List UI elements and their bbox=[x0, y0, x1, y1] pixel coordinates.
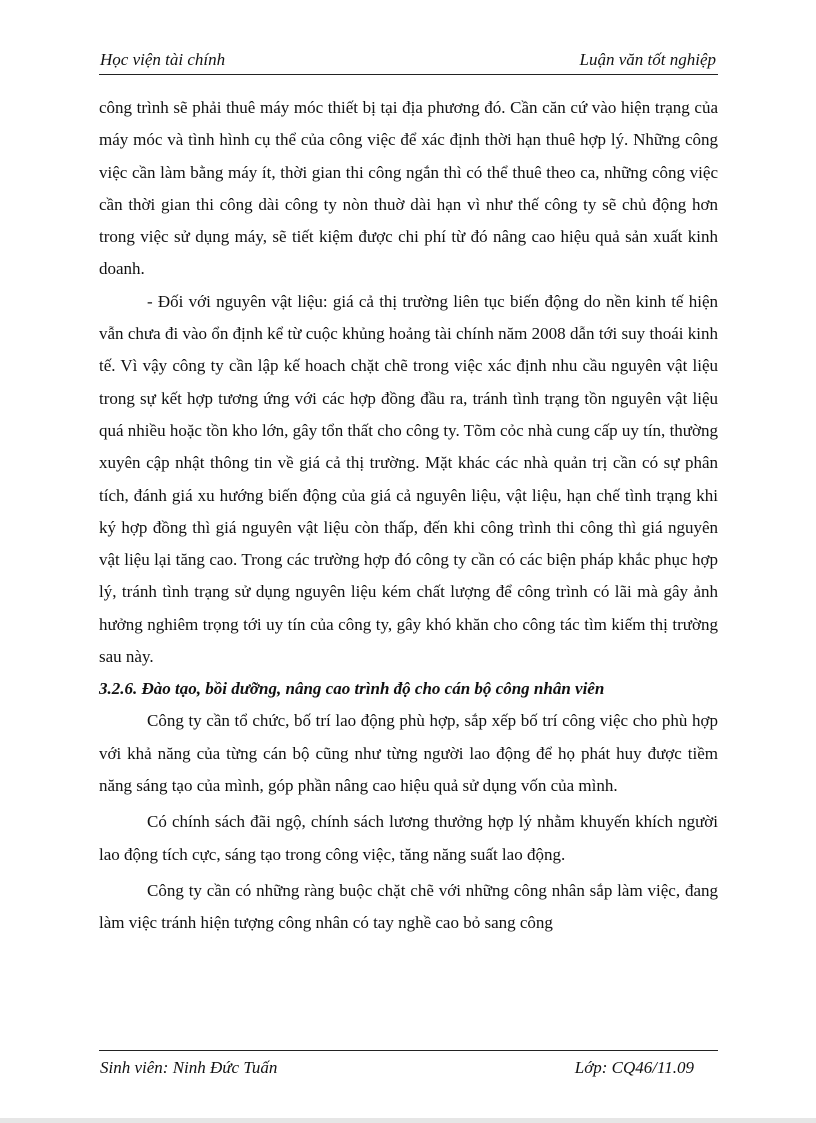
footer-student: Sinh viên: Ninh Đức Tuấn bbox=[100, 1058, 278, 1077]
page-header bbox=[99, 48, 718, 75]
paragraph-retention: Công ty cần có những ràng buộc chặt chẽ với những công nhân sắp làm việc, đang làm việc tránh hiện tượng công nhân có tay nghề cao bỏ sang công bbox=[99, 880, 718, 933]
paragraph-staff-organization: Công ty cần tổ chức, bố trí lao động phù hợp, sắp xếp bố trí công việc cho phù hợp với khả năng của từng cán bộ cũng như từng người lao động để họ phát huy được tiềm năng sáng tạo của mình, góp phần nâng cao hiệu quả sử dụng vốn của mình. bbox=[99, 711, 718, 795]
page-bottom-edge bbox=[0, 1118, 816, 1123]
header-document-type: Luận văn tốt nghiệp bbox=[579, 50, 716, 69]
paragraph-equipment-rental: công trình sẽ phải thuê máy móc thiết bị tại địa phương đó. Cần căn cứ vào hiện trạng của máy móc và tình hình cụ thể của công việc để xác định thời hạn thuê hợp lý. Những công việc cần làm bằng máy ít, thời gian thi công ngắn thì có thể thuê theo ca, những công việc cần thời gian thi công dài công ty nòn thuờ dài hạn vì như thế công ty sẽ chủ động hơn trong việc sử dụng máy, sẽ tiết kiệm được chi phí từ đó nâng cao hiệu quả sản xuất kinh doanh. bbox=[99, 98, 718, 279]
footer-class: Lớp: CQ46/11.09 bbox=[574, 1058, 694, 1077]
paragraph-compensation: Có chính sách đãi ngộ, chính sách lương thưởng hợp lý nhằm khuyến khích người lao động tích cực, sáng tạo trong công việc, tăng năng suất lao động. bbox=[99, 812, 718, 864]
page-footer bbox=[99, 1050, 718, 1077]
paragraph-materials: - Đối với nguyên vật liệu: giá cả thị trường liên tục biến động do nền kinh tế hiện vẫn chưa đi vào ổn định kể từ cuộc khủng hoảng tài chính năm 2008 dẫn tới suy thoái kinh tế. Vì vậy công ty cần lập kế hoach chặt chẽ trong việc xác định nhu cầu nguyên vật liệu trong sự kết hợp tương ứng với các hợp đồng đầu ra, tránh tình trạng tồn nguyên vật liệu quá nhiều hoặc tồn kho lớn, gây tổn thất cho công ty. Tõm cỏc nhà cung cấp uy tín, thường xuyên cập nhật thông tin về giá cả thị trường. Mặt khác các nhà quản trị cần có sự phân tích, đánh giá xu hướng biến động của giá cả nguyên liệu, vật liệu, hạn chế tình trạng khi ký hợp đồng thì giá nguyên vật liệu còn thấp, đến khi công trình thi công thì giá nguyên vật liệu lại tăng cao. Trong các trường hợp đó công ty cần có các biện pháp khắc phục hợp lý, tránh tình trạng sử dụng nguyên liệu kém chất lượng để công trình có lãi mà gây ảnh hưởng nghiêm trọng tới uy tín của công ty, gây khó khăn cho công tác tìm kiếm thị trường sau này. bbox=[99, 291, 718, 667]
header-institution: Học viện tài chính bbox=[100, 50, 226, 69]
page-content bbox=[99, 92, 718, 939]
section-heading: 3.2.6. Đào tạo, bồi dưỡng, nâng cao trình độ cho cán bộ công nhân viên bbox=[99, 679, 605, 699]
